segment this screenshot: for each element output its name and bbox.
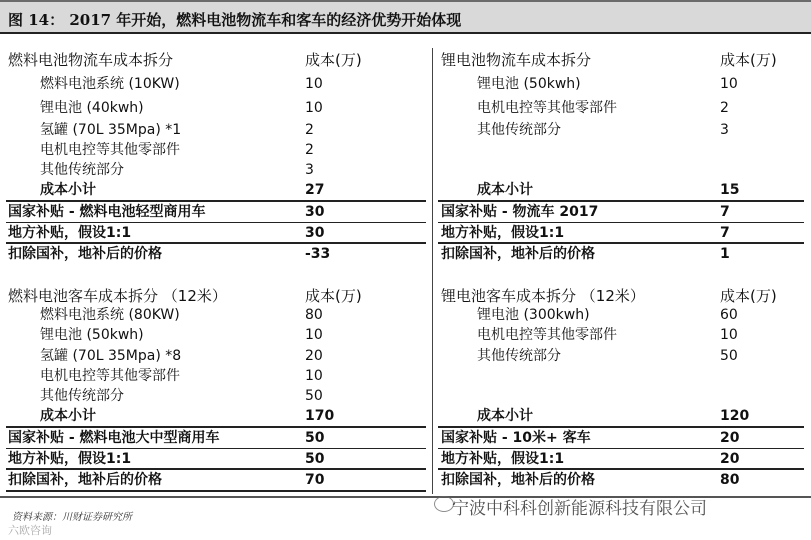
section-header: 燃料电池物流车成本拆分 bbox=[8, 51, 174, 69]
row-rule bbox=[6, 200, 426, 202]
row-rule bbox=[438, 242, 804, 244]
row-rule bbox=[6, 222, 426, 223]
item-label: 其他传统部分 bbox=[40, 388, 124, 404]
item-value: 10 bbox=[305, 327, 323, 343]
row-rule bbox=[6, 448, 426, 449]
subtotal-value: 15 bbox=[720, 182, 740, 198]
row-rule bbox=[438, 200, 804, 202]
watermark-corner: 六欧咨询 bbox=[8, 524, 52, 537]
figure-header bbox=[0, 0, 811, 34]
net-value: 70 bbox=[305, 472, 325, 488]
subsidy-label: 国家补贴 - 物流车 2017 bbox=[441, 204, 599, 220]
source-note: 资料来源：川财证券研究所 bbox=[12, 512, 132, 523]
subtotal-value: 120 bbox=[720, 408, 750, 424]
column-header: 成本(万) bbox=[305, 51, 362, 69]
item-value: 10 bbox=[305, 76, 323, 92]
subsidy-label: 地方补贴，假设1:1 bbox=[8, 225, 132, 241]
row-rule bbox=[438, 426, 804, 428]
row-rule bbox=[6, 490, 426, 492]
row-rule bbox=[438, 222, 804, 223]
column-header: 成本(万) bbox=[305, 287, 362, 305]
item-label: 锂电池 (300kwh) bbox=[477, 307, 590, 323]
subsidy-value: 50 bbox=[305, 430, 325, 446]
item-label: 锂电池 (50kwh) bbox=[477, 76, 581, 92]
subsidy-value: 7 bbox=[720, 225, 730, 241]
item-label: 电机电控等其他零部件 bbox=[477, 327, 617, 343]
item-value: 10 bbox=[720, 76, 738, 92]
subsidy-value: 20 bbox=[720, 430, 740, 446]
item-value: 3 bbox=[305, 162, 314, 178]
item-value: 60 bbox=[720, 307, 738, 323]
item-label: 其他传统部分 bbox=[40, 162, 124, 178]
subsidy-value: 50 bbox=[305, 451, 325, 467]
item-label: 氢罐 (70L 35Mpa) *8 bbox=[40, 348, 182, 364]
item-value: 10 bbox=[720, 327, 738, 343]
subsidy-label: 地方补贴，假设1:1 bbox=[8, 451, 132, 467]
subsidy-value: 20 bbox=[720, 451, 740, 467]
item-label: 燃料电池系统 (80KW) bbox=[40, 307, 180, 323]
column-header: 成本(万) bbox=[720, 287, 777, 305]
net-value: 80 bbox=[720, 472, 740, 488]
item-value: 2 bbox=[720, 100, 729, 116]
subsidy-label: 国家补贴 - 10米+ 客车 bbox=[441, 430, 591, 446]
item-value: 3 bbox=[720, 122, 729, 138]
section-header: 锂电池客车成本拆分 （12米） bbox=[441, 287, 645, 305]
item-label: 燃料电池系统 (10KW) bbox=[40, 76, 180, 92]
item-value: 50 bbox=[720, 348, 738, 364]
wechat-icon bbox=[434, 496, 454, 512]
section-header: 燃料电池客车成本拆分 （12米） bbox=[8, 287, 227, 305]
item-label: 锂电池 (40kwh) bbox=[40, 100, 144, 116]
subtotal-label: 成本小计 bbox=[40, 408, 96, 424]
subsidy-label: 国家补贴 - 燃料电池轻型商用车 bbox=[8, 204, 206, 220]
subsidy-value: 30 bbox=[305, 204, 325, 220]
item-label: 电机电控等其他零部件 bbox=[40, 142, 180, 158]
subsidy-value: 30 bbox=[305, 225, 325, 241]
item-value: 50 bbox=[305, 388, 323, 404]
subsidy-value: 7 bbox=[720, 204, 730, 220]
item-value: 10 bbox=[305, 100, 323, 116]
net-label: 扣除国补，地补后的价格 bbox=[8, 246, 162, 262]
item-value: 2 bbox=[305, 142, 314, 158]
section-header: 锂电池物流车成本拆分 bbox=[441, 51, 592, 69]
net-label: 扣除国补，地补后的价格 bbox=[8, 472, 162, 488]
figure-title: 图 14： 2017 年开始，燃料电池物流车和客车的经济优势开始体现 bbox=[8, 11, 462, 29]
item-value: 80 bbox=[305, 307, 323, 323]
subsidy-label: 国家补贴 - 燃料电池大中型商用车 bbox=[8, 430, 220, 446]
subsidy-label: 地方补贴，假设1:1 bbox=[441, 225, 565, 241]
row-rule bbox=[6, 468, 426, 470]
item-label: 锂电池 (50kwh) bbox=[40, 327, 144, 343]
subtotal-label: 成本小计 bbox=[477, 182, 533, 198]
item-value: 10 bbox=[305, 368, 323, 384]
item-label: 其他传统部分 bbox=[477, 348, 561, 364]
row-rule bbox=[6, 242, 426, 244]
item-label: 电机电控等其他零部件 bbox=[477, 100, 617, 116]
center-divider bbox=[432, 48, 433, 494]
subtotal-label: 成本小计 bbox=[477, 408, 533, 424]
item-label: 其他传统部分 bbox=[477, 122, 561, 138]
item-value: 20 bbox=[305, 348, 323, 364]
subsidy-label: 地方补贴，假设1:1 bbox=[441, 451, 565, 467]
item-label: 氢罐 (70L 35Mpa) *1 bbox=[40, 122, 182, 138]
subtotal-value: 170 bbox=[305, 408, 335, 424]
net-value: 1 bbox=[720, 246, 730, 262]
net-label: 扣除国补，地补后的价格 bbox=[441, 246, 595, 262]
net-label: 扣除国补，地补后的价格 bbox=[441, 472, 595, 488]
column-header: 成本(万) bbox=[720, 51, 777, 69]
watermark: 宁波中科科创新能源科技有限公司 bbox=[452, 499, 707, 519]
row-rule bbox=[6, 426, 426, 428]
net-value: -33 bbox=[305, 246, 331, 262]
subtotal-label: 成本小计 bbox=[40, 182, 96, 198]
row-rule bbox=[438, 468, 804, 470]
row-rule bbox=[438, 448, 804, 449]
subtotal-value: 27 bbox=[305, 182, 325, 198]
item-label: 电机电控等其他零部件 bbox=[40, 368, 180, 384]
item-value: 2 bbox=[305, 122, 314, 138]
